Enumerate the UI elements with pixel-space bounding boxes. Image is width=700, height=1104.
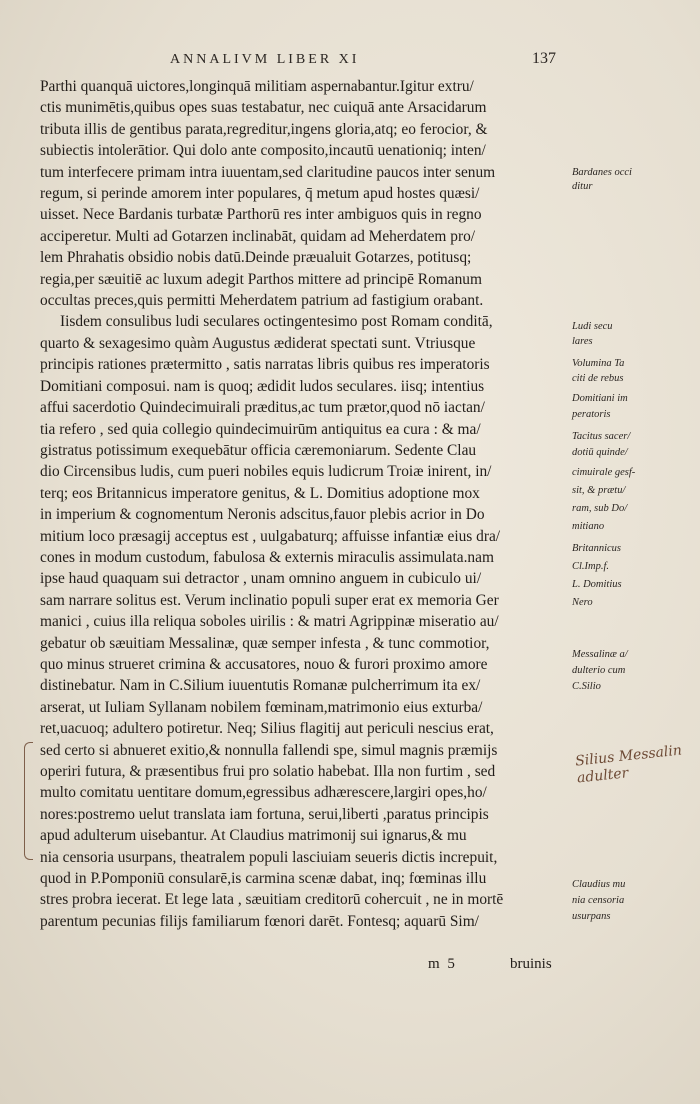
handwritten-annotation xyxy=(575,743,685,788)
text-line: quo minus strueret crimina & accusatores, nouo & furori proximo amore xyxy=(40,655,488,673)
text-line: ipse haud quaquam sui detractor , unam omnino anguem in cubiculo ui/ xyxy=(40,570,482,588)
text-line: Iisdem consulibus ludi seculares octingentesimo post Romam conditā, xyxy=(60,313,493,331)
margin-note: Claudius mu xyxy=(572,879,626,890)
text-line: ctis munimētis,quibus opes suas testabatur, nec cuiquā ante Arsacidarum xyxy=(40,99,487,117)
text-line: sam narrare solitus est. Verum inclinatio populi super erat ex memoria Ger xyxy=(40,591,499,609)
text-line: in imperium & cognomentum Neronis adscitus,fauor plebis acrior in Do xyxy=(40,506,485,524)
text-line: terq; eos Britannicus imperatore genitus, & L. Domitius adoptione mox xyxy=(40,484,480,502)
margin-note: ditur xyxy=(572,181,593,192)
text-line: cones in modum custodum, fabulosa & externis miraculis assimulata.nam xyxy=(40,548,494,566)
text-line: quarto & sexagesimo quàm Augustus ædiderat spectati sunt. Vtriusque xyxy=(40,334,476,352)
margin-note: dotiū quinde/ xyxy=(572,447,628,458)
text-line: tum interfecere primam intra iuuentam,sed claritudine paucos inter senum xyxy=(40,163,496,181)
text-line: lem Phrahatis obsidio nobis datū.Deinde præualuit Gotarzes, potitusq; xyxy=(40,249,472,267)
text-line: gebatur ob sæuitiam Messalinæ, quæ semper infesta , & tunc commotior, xyxy=(40,634,490,652)
page-footer xyxy=(0,956,700,980)
text-line: principis rationes prætermitto , satis narratas libris quibus res imperatoris xyxy=(40,356,490,374)
margin-note: cimuirale gesf- xyxy=(572,467,636,478)
margin-note: Messalinæ a/ xyxy=(572,649,628,660)
margin-note: Tacitus sacer/ xyxy=(572,431,631,442)
margin-note: Volumina Ta xyxy=(572,358,625,369)
text-line: sed certo si abnueret exitio,& nonnulla fallendi spe, simul magnis præmijs xyxy=(40,741,498,759)
margin-note: dulterio cum xyxy=(572,665,626,676)
text-line: manici , cuius illa reliqua soboles uirilis : & matri Agrippinæ miseratio au/ xyxy=(40,613,499,631)
running-head: ANNALIVM LIBER XI xyxy=(170,52,360,67)
text-line: quod in P.Pomponiū consularē,is carmina scenæ dabat, inq; fœminas illu xyxy=(40,870,487,888)
margin-note: mitiano xyxy=(572,521,605,532)
margin-note: Bardanes occi xyxy=(572,167,632,178)
margin-note: C.Silio xyxy=(572,681,601,692)
page-header xyxy=(0,52,700,72)
text-line: regum, si perinde amorem inter populares, q̄ metum apud hostes quæsi/ xyxy=(40,185,480,203)
handwritten-line: Silius Messalin xyxy=(574,742,683,770)
margin-note: L. Domitius xyxy=(572,579,622,590)
text-line: parentum pecunias filijs familiarum fœnori darēt. Fontesq; aquarū Sim/ xyxy=(40,912,479,930)
handwritten-bracket xyxy=(24,742,33,860)
catchword: bruinis xyxy=(510,956,552,972)
text-line: affui sacerdotio Quindecimuirali præditus,ac tum prætor,quod nō iactan/ xyxy=(40,399,485,417)
text-line: regia,per sæuitiē ac luxum adegit Parthos mittere ad principē Romanum xyxy=(40,270,482,288)
margin-note: peratoris xyxy=(572,409,611,420)
text-line: subiectis intolerātior. Qui dolo ante composito,incautū uenationiq; inten/ xyxy=(40,142,486,160)
text-line: stres probra iecerat. Et lege lata , sæuitiam creditorū cohercuit , ne in mortē xyxy=(40,891,504,909)
margin-note: citi de rebus xyxy=(572,373,624,384)
text-line: occultas preces,quis permitti Meherdatem patrium ad fastigium orabant. xyxy=(40,292,484,310)
text-line: gistratus potissimum exequebātur officia cæremoniarum. Sedente Clau xyxy=(40,441,477,459)
margin-note: Britannicus xyxy=(572,543,621,554)
margin-note: Ludi secu xyxy=(572,321,613,332)
text-line: arserat, ut Iuliam Syllanam nobilem fœminam,matrimonio eius exturba/ xyxy=(40,698,483,716)
text-line: Parthi quanquā uictores,longinquā militiam aspernabantur.Igitur extru/ xyxy=(40,78,474,95)
margin-note: Domitiani im xyxy=(572,393,628,404)
text-line: distinebatur. Nam in C.Silium iuuentutis Romanæ pulcherrimum ita ex/ xyxy=(40,677,481,695)
text-line: operiri futura, & præsentibus frui pro solatio habebat. Illa non furtim , sed xyxy=(40,763,496,780)
signature-mark: m 5 xyxy=(428,956,457,972)
margin-note: Cl.Imp.f. xyxy=(572,561,610,572)
text-line: tia refero , sed quia collegio quindecimuirūm antiquitus ea cura : & ma/ xyxy=(40,420,481,438)
margin-note: Nero xyxy=(572,597,593,608)
page-number: 137 xyxy=(532,50,556,67)
text-line: acciperetur. Multi ad Gotarzen inclinabāt, quidam ad Meherdatem pro/ xyxy=(40,227,476,245)
text-line: nia censoria usurpans, theatralem populi lasciuiam seueris dictis increpuit, xyxy=(40,848,498,866)
main-text-block xyxy=(40,76,568,932)
handwritten-line: adulter xyxy=(576,765,630,787)
margin-note: sit, & prætu/ xyxy=(572,485,626,496)
margin-note: nia censoria xyxy=(572,895,625,906)
margin-note: usurpans xyxy=(572,911,611,922)
text-line: apud adulterum uisebantur. At Claudius matrimonij sui ignarus,& mu xyxy=(40,827,467,845)
text-line: tributa illis de gentibus parata,regreditur,ingens gloria,atq; eo ferocior, & xyxy=(40,120,488,138)
margin-note: ram, sub Do/ xyxy=(572,503,628,514)
text-line: nores:postremo uelut translata iam fortuna, serui,liberti ,paratus principis xyxy=(40,805,489,823)
text-line: Domitiani composui. nam is quoq; ædidit ludos seculares. iisq; intentius xyxy=(40,377,485,395)
text-line: uisset. Nece Bardanis turbatæ Parthorū res inter ambiguos quis in regno xyxy=(40,206,482,224)
text-line: ret,uacuoq; adultero potiretur. Neq; Silius flagitij aut periculi nescius erat, xyxy=(40,720,494,738)
text-line: multo comitatu uentitare domum,egressibus adhærescere,largiri opes,ho/ xyxy=(40,784,487,802)
text-line: mitium loco præsagij acceptus est , uulgabaturq; affuisse infantiæ eius dra/ xyxy=(40,527,501,545)
margin-note: lares xyxy=(572,336,593,347)
text-line: dio Circensibus ludis, cum pueri nobiles equis ludicrum Troiæ inirent, in/ xyxy=(40,463,492,481)
